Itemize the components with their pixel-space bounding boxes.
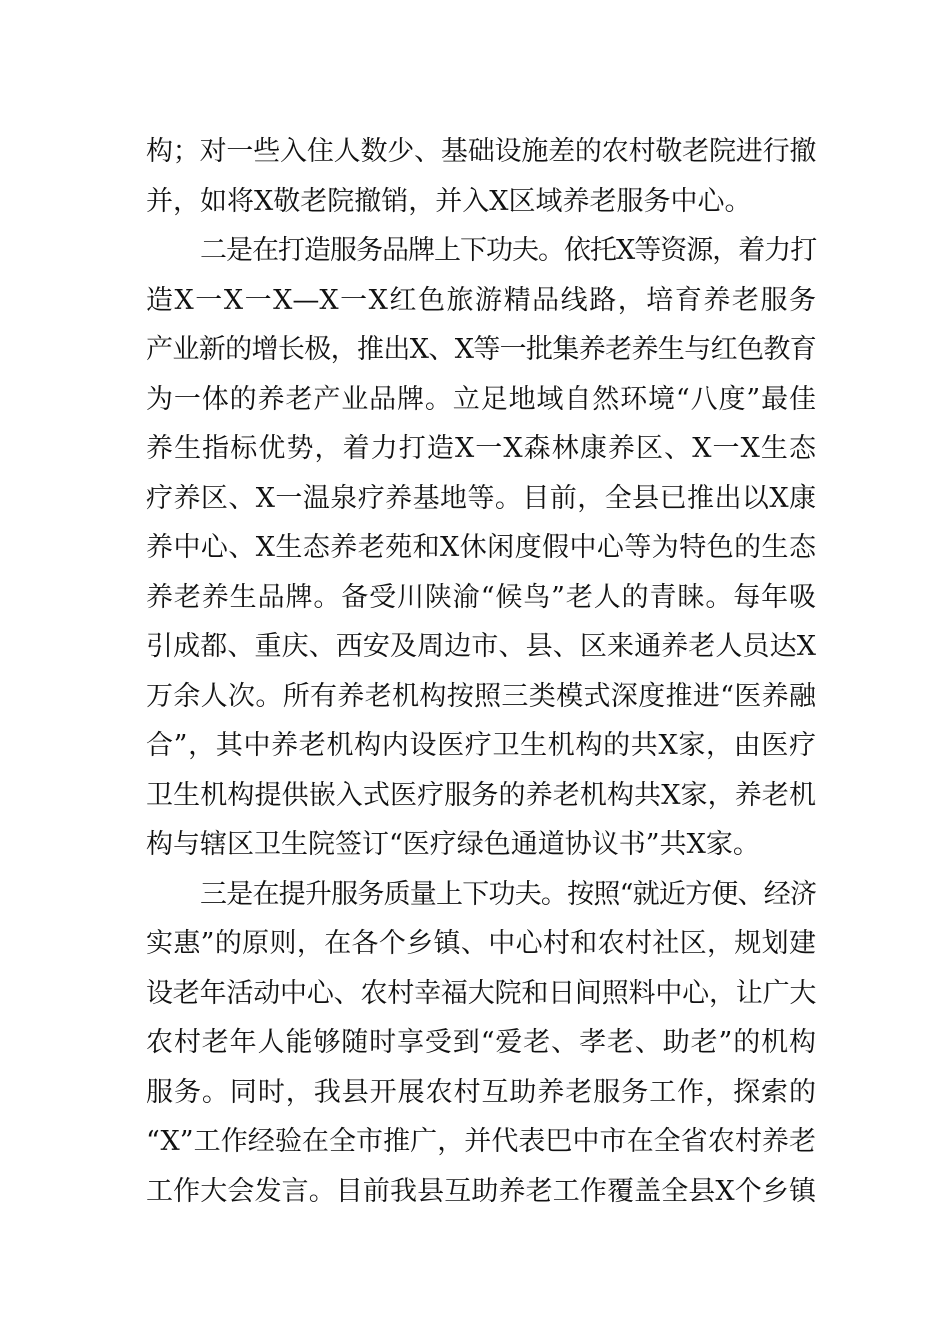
text-line: 实惠”的原则，在各个乡镇、中心村和农村社区，规划建 (146, 928, 816, 959)
body-text (146, 127, 816, 1216)
text-line: 养中心、X生态养老苑和X休闲度假中心等为特色的生态 (146, 532, 816, 563)
text-line: 并，如将X敬老院撤销，并入X区域养老服务中心。 (146, 185, 752, 217)
text-line: 服务。同时，我县开展农村互助养老服务工作，探索的 (146, 1076, 816, 1108)
text-line: 引成都、重庆、西安及周边市、县、区来通养老人员达X (146, 631, 816, 662)
text-line: 构与辖区卫生院签订“医疗绿色通道协议书”共X家。 (146, 829, 760, 860)
text-line: 为一体的养老产业品牌。立足地域自然环境“八度”最佳 (146, 383, 816, 415)
text-line: 工作大会发言。目前我县互助养老工作覆盖全县X个乡镇 (146, 1175, 816, 1207)
text-line: 构；对一些入住人数少、基础设施差的农村敬老院进行撤 (146, 136, 816, 167)
text-line: 养老养生品牌。备受川陕渝“候鸟”老人的青睐。每年吸 (146, 581, 816, 613)
text-line: 农村老年人能够随时享受到“爱老、孝老、助老”的机构 (146, 1027, 816, 1058)
paragraph-start-line: 三是在提升服务质量上下功夫。按照“就近方便、经济 (200, 878, 816, 910)
text-line: 产业新的增长极，推出X、X等一批集养老养生与红色教育 (146, 334, 816, 365)
text-line: 卫生机构提供嵌入式医疗服务的养老机构共X家，养老机 (146, 779, 816, 811)
text-line: 疗养区、X一温泉疗养基地等。目前，全县已推出以X康 (146, 482, 816, 514)
text-line: 合”，其中养老机构内设医疗卫生机构的共X家，由医疗 (146, 730, 816, 761)
text-line: 养生指标优势，着力打造X一X森林康养区、X一X生态 (146, 433, 816, 464)
text-line: 设老年活动中心、农村幸福大院和日间照料中心，让广大 (146, 977, 816, 1009)
paragraph-start-line: 二是在打造服务品牌上下功夫。依托X等资源，着力打 (200, 235, 816, 266)
text-line: 万余人次。所有养老机构按照三类模式深度推进“医养融 (146, 680, 816, 712)
text-line: “X”工作经验在全市推广，并代表巴中市在全省农村养老 (146, 1126, 816, 1157)
text-line: 造X一X一X—X一X红色旅游精品线路，培育养老服务 (146, 284, 816, 316)
